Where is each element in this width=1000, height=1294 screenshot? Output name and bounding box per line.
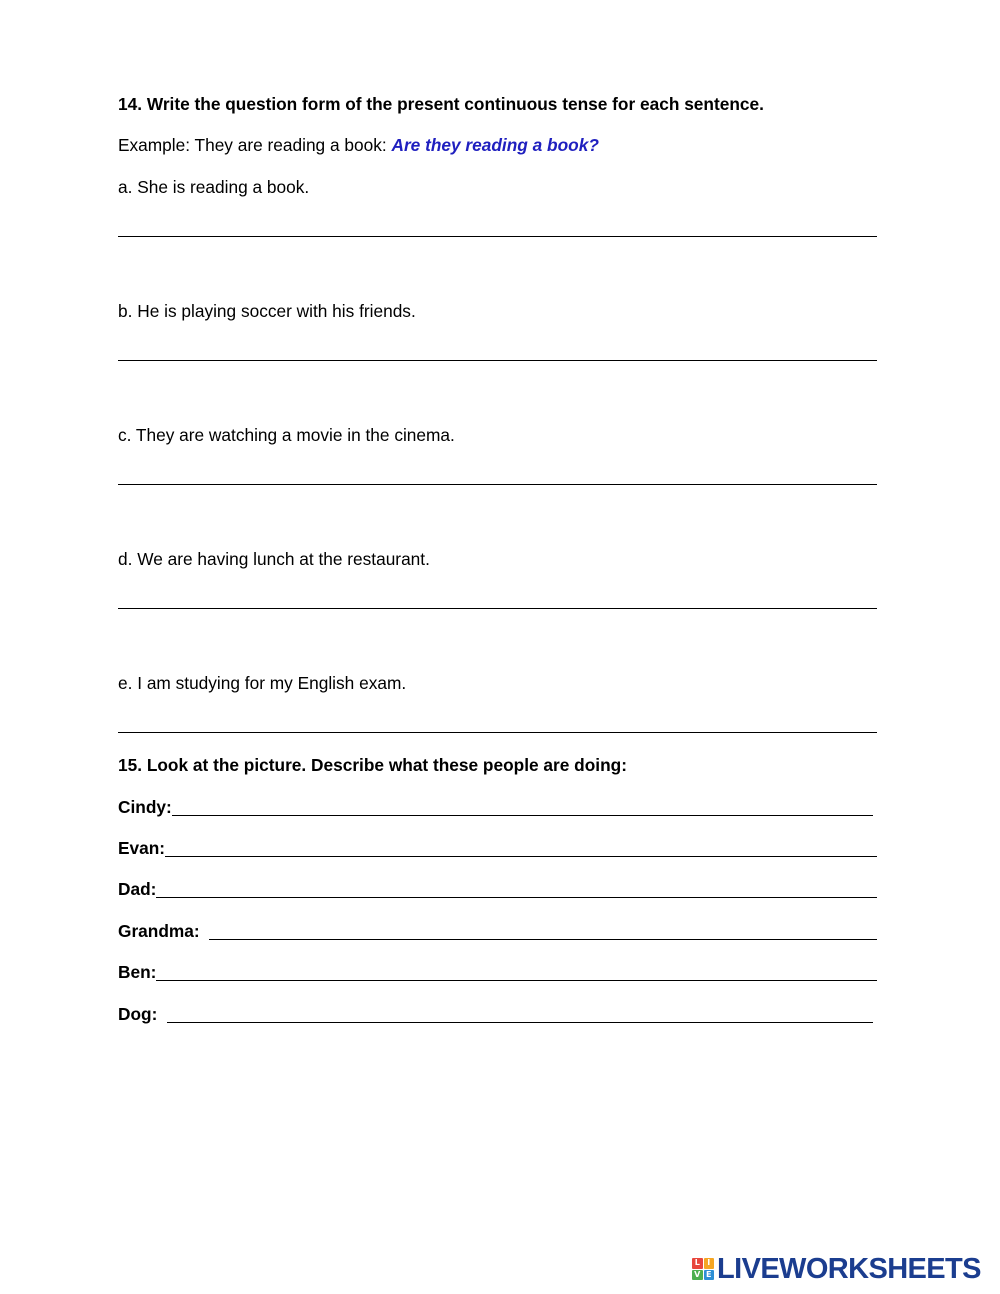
answer-line-ben[interactable] <box>156 962 877 981</box>
liveworksheets-logo <box>692 1255 981 1283</box>
label-cindy: Cindy: <box>118 797 172 817</box>
answer-line-cindy[interactable] <box>172 797 873 816</box>
item-a-prompt: a. She is reading a book. <box>118 177 310 197</box>
item-a-answer-line[interactable] <box>118 236 877 237</box>
example-sentence <box>118 135 599 155</box>
logo-mark-l: L <box>692 1258 703 1269</box>
item-b-prompt: b. He is playing soccer with his friends. <box>118 301 416 321</box>
question-14-title: 14. Write the question form of the present continuous tense for each sentence. <box>118 94 764 114</box>
item-b-answer-line[interactable] <box>118 360 877 361</box>
item-c-answer-line[interactable] <box>118 484 877 485</box>
question-15-title: 15. Look at the picture. Describe what these people are doing: <box>118 755 627 775</box>
answer-row-dad <box>118 879 877 901</box>
label-dad: Dad: <box>118 879 157 899</box>
logo-mark-v: V <box>692 1270 703 1281</box>
answer-line-evan[interactable] <box>165 838 877 857</box>
answer-row-cindy <box>118 797 873 819</box>
answer-row-dog <box>118 1004 873 1026</box>
example-prefix: Example: They are reading a book: <box>118 135 392 155</box>
label-ben: Ben: <box>118 962 157 982</box>
answer-line-dog[interactable] <box>167 1004 873 1023</box>
item-d-answer-line[interactable] <box>118 608 877 609</box>
logo-mark-e: E <box>704 1270 715 1281</box>
label-grandma: Grandma: <box>118 921 205 941</box>
logo-mark-icon <box>692 1258 714 1280</box>
item-d-prompt: d. We are having lunch at the restaurant. <box>118 549 430 569</box>
label-evan: Evan: <box>118 838 166 858</box>
answer-row-grandma <box>118 921 877 943</box>
answer-line-grandma[interactable] <box>209 921 877 940</box>
answer-row-ben <box>118 962 877 984</box>
logo-text: LIVEWORKSHEETS <box>717 1253 981 1285</box>
logo-mark-i: I <box>704 1258 715 1269</box>
label-dog: Dog: <box>118 1004 163 1024</box>
item-c-prompt: c. They are watching a movie in the cinema. <box>118 425 455 445</box>
item-e-prompt: e. I am studying for my English exam. <box>118 673 407 693</box>
item-e-answer-line[interactable] <box>118 732 877 733</box>
answer-row-evan <box>118 838 877 860</box>
answer-line-dad[interactable] <box>156 879 877 898</box>
example-answer: Are they reading a book? <box>391 135 599 155</box>
